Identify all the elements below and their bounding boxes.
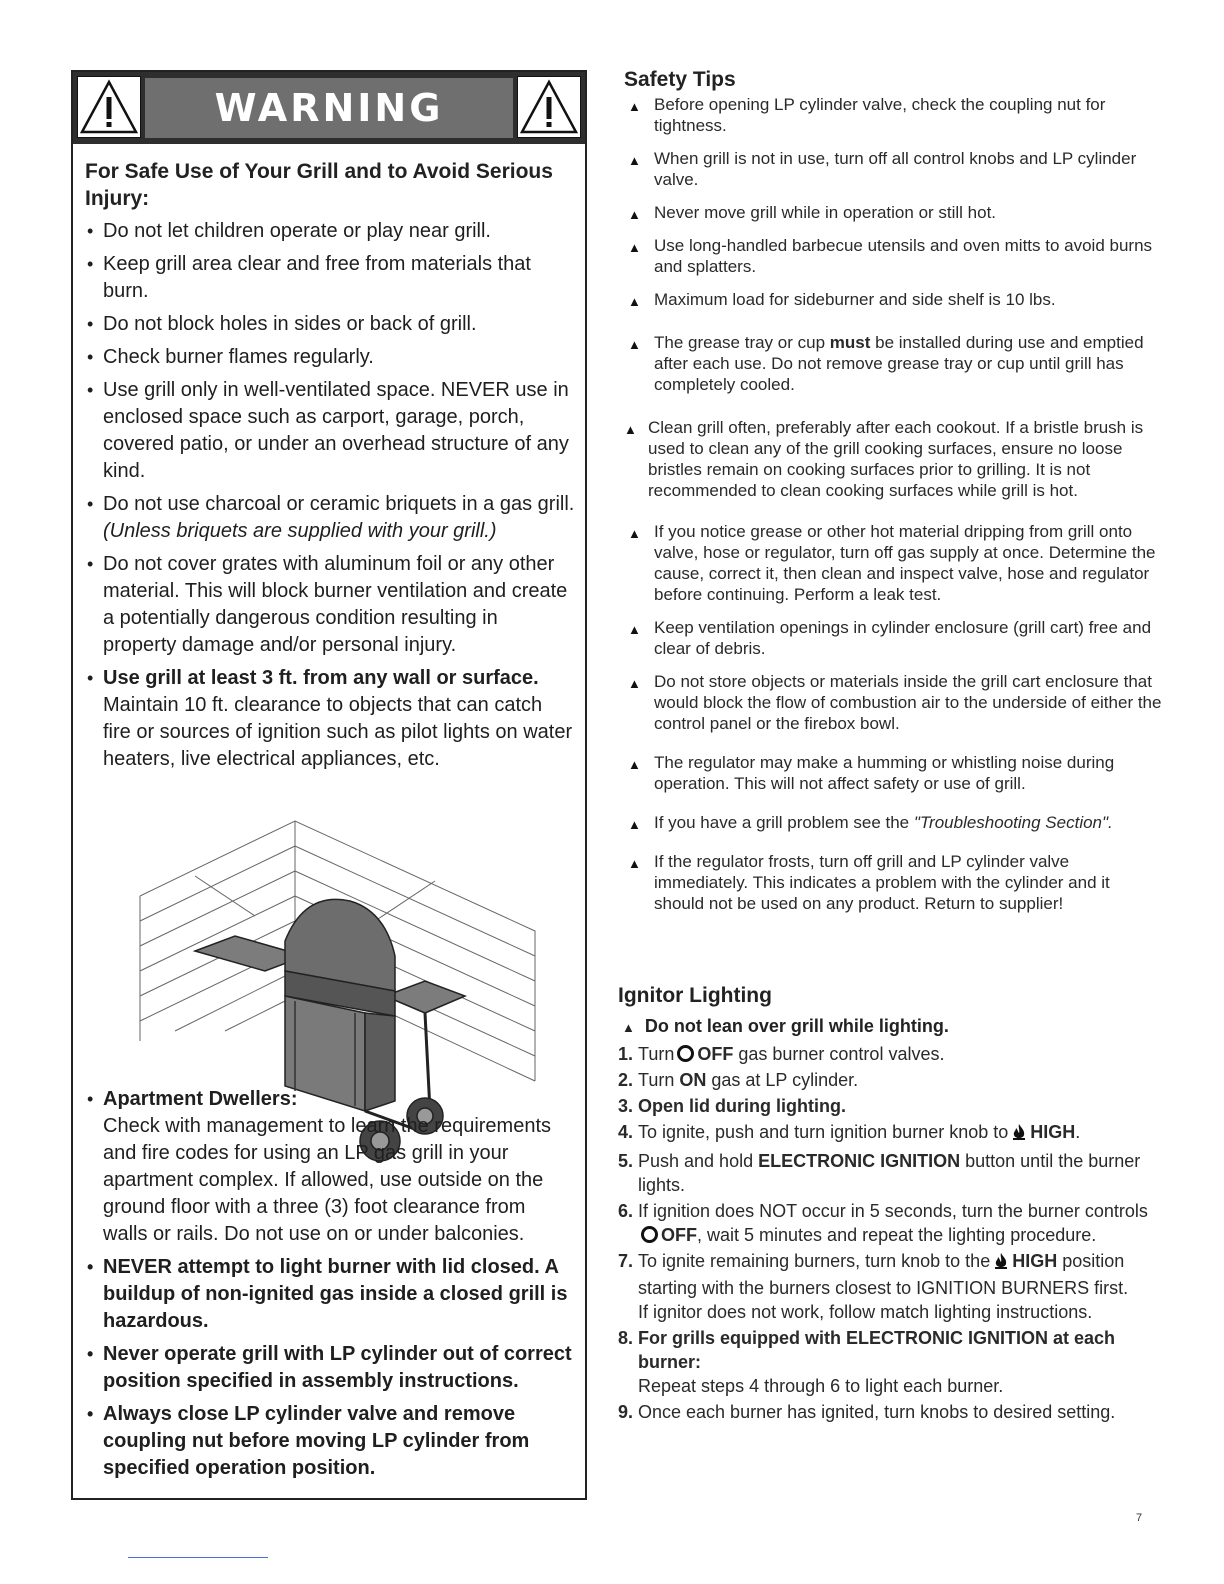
warning-content: [85, 158, 575, 1171]
list-item: 4. To ignite, push and turn ignition burner knob to HIGH.: [618, 1120, 1158, 1147]
list-item: • NEVER attempt to light burner with lid closed. A buildup of non-ignited gas inside a closed grill is hazardous.: [85, 1254, 575, 1335]
list-item: • Always close LP cylinder valve and remove coupling nut before moving LP cylinder from specified operation position.: [85, 1401, 575, 1482]
list-item: • Check burner flames regularly.: [85, 344, 575, 371]
ignitor-title: Ignitor Lighting: [618, 984, 772, 1007]
footer-rule: [128, 1557, 268, 1558]
step-number: 7.: [618, 1251, 634, 1271]
step-text: Push and hold: [638, 1151, 754, 1171]
tip-text: The regulator may make a humming or whistling noise during operation. This will not affect safety or use of grill.: [654, 753, 1115, 793]
step-keyword: ON: [679, 1070, 707, 1090]
step-number: 2.: [618, 1070, 634, 1090]
step-number: 4.: [618, 1122, 634, 1142]
list-item: [618, 1094, 1158, 1118]
triangle-bullet-icon: ▲: [628, 207, 641, 222]
safety-tips-title: Safety Tips: [624, 68, 736, 91]
list-item: • Do not let children operate or play near grill.: [85, 218, 575, 245]
warning-triangle-icon: [77, 76, 141, 138]
step-text: position starting with the burners closest to IGNITION BURNERS first.: [638, 1251, 1129, 1298]
warning-banner: [73, 72, 585, 144]
triangle-bullet-icon: ▲: [628, 153, 641, 168]
list-item: [624, 851, 1164, 914]
step-keyword: HIGH: [1012, 1251, 1058, 1271]
list-item: [624, 752, 1164, 794]
list-item: [624, 289, 1164, 310]
ignitor-lighting-section: [618, 982, 1158, 1426]
list-item: [618, 1400, 1158, 1424]
clearance-lead: • Use grill at least 3 ft. from any wall or surface.: [103, 667, 539, 689]
step-text: To ignite remaining burners, turn knob to the: [638, 1251, 991, 1271]
list-item: [624, 521, 1164, 605]
triangle-bullet-icon: ▲: [622, 1020, 635, 1035]
step-number: 8.: [618, 1328, 634, 1348]
triangle-bullet-icon: ▲: [628, 294, 641, 309]
charcoal-text: Do not use charcoal or ceramic briquets in a gas grill.: [103, 493, 575, 515]
triangle-bullet-icon: ▲: [628, 622, 641, 637]
off-circle-icon: [677, 1045, 694, 1062]
tip-text: The grease tray or cup: [654, 333, 826, 352]
warning-triangle-icon: [517, 76, 581, 138]
step-keyword: ELECTRONIC IGNITION: [758, 1151, 961, 1171]
list-item: [85, 1086, 575, 1248]
list-item: [624, 94, 1164, 136]
triangle-bullet-icon: ▲: [628, 99, 641, 114]
tip-text: Do not store objects or materials inside the grill cart enclosure that would block the flow of combustion air to the underside of either the control panel or the firebox bowl.: [654, 672, 1162, 733]
troubleshooting-reference: "Troubleshooting Section".: [913, 813, 1113, 832]
tip-text: If you notice grease or other hot material dripping from grill onto valve, hose or regulator, turn off gas supply at once. Determine the cause, correct it, then clean and inspect valve, hose and regulator before continuing. Perform a leak test.: [654, 522, 1156, 604]
step-text: , wait 5 minutes and repeat the lighting procedure.: [697, 1225, 1097, 1245]
step-number: 6.: [618, 1201, 634, 1221]
list-item: [624, 235, 1164, 277]
step-keyword: OFF: [661, 1225, 697, 1245]
tip-text: Before opening LP cylinder valve, check the coupling nut for tightness.: [654, 95, 1106, 135]
tip-emphasis: must: [829, 333, 871, 352]
triangle-bullet-icon: ▲: [628, 817, 641, 832]
step-number: 5.: [618, 1151, 634, 1171]
tip-text: Maximum load for sideburner and side shelf is 10 lbs.: [654, 290, 1056, 309]
triangle-bullet-icon: ▲: [628, 856, 641, 871]
warning-heading: For Safe Use of Your Grill and to Avoid Serious Injury:: [85, 160, 553, 210]
triangle-bullet-icon: ▲: [628, 337, 641, 352]
step-text: Open lid during lighting.: [638, 1096, 846, 1116]
tip-text: Keep ventilation openings in cylinder enclosure (grill cart) free and clear of debris.: [654, 618, 1152, 658]
step-number: 3.: [618, 1096, 634, 1116]
flame-high-icon: [994, 1252, 1008, 1276]
list-item: [624, 812, 1164, 833]
step-text: Turn: [638, 1044, 675, 1064]
tip-text: Use long-handled barbecue utensils and oven mitts to avoid burns and splatters.: [654, 236, 1153, 276]
list-item: [618, 1042, 1158, 1066]
list-item: [624, 671, 1164, 734]
list-item: • Never operate grill with LP cylinder out of correct position specified in assembly instructions.: [85, 1341, 575, 1395]
list-item: [624, 202, 1164, 223]
tip-text: If the regulator frosts, turn off grill and LP cylinder valve immediately. This indicates a problem with the cylinder and it should not be used on any product. Return to supplier!: [654, 852, 1110, 913]
step-text: If ignition does NOT occur in 5 seconds, turn the burner controls: [638, 1201, 1148, 1221]
step-keyword: OFF: [697, 1044, 734, 1064]
step-number: 9.: [618, 1402, 634, 1422]
triangle-bullet-icon: ▲: [628, 240, 641, 255]
apartment-lead: • Apartment Dwellers:: [103, 1088, 298, 1110]
apartment-text: Check with management to learn the requirements and fire codes for using an LP gas grill in your apartment complex. If allowed, use outside on the ground floor with a three (3) foot clearance from walls or rails. Do not use on or under balconies.: [103, 1115, 552, 1245]
step-keyword: HIGH: [1030, 1122, 1076, 1142]
tip-text: When grill is not in use, turn off all control knobs and LP cylinder valve.: [654, 149, 1137, 189]
step-text: To ignite, push and turn ignition burner knob to: [638, 1122, 1009, 1142]
list-item: [618, 1199, 1158, 1247]
triangle-bullet-icon: ▲: [628, 676, 641, 691]
list-item: • Do not cover grates with aluminum foil or any other material. This will block burner ventilation and create a potentially dangerous condition resulting in property damage and/or personal injury.: [85, 551, 575, 659]
tip-text: If you have a grill problem see the: [654, 813, 910, 832]
triangle-bullet-icon: ▲: [628, 526, 641, 541]
list-item: • Use grill only in well-ventilated space. NEVER use in enclosed space such as carport, garage, porch, covered patio, or under an overhead structure of any kind.: [85, 377, 575, 485]
tip-text: Clean grill often, preferably after each cookout. If a bristle brush is used to clean any of the grill cooking surfaces, ensure no loose bristles remain on cooking surfaces prior to grilling. It is not recommended to clean cooking surfaces while grill is hot.: [648, 418, 1144, 500]
safety-tips-section: [624, 66, 1164, 926]
list-item: • Keep grill area clear and free from materials that burn.: [85, 251, 575, 305]
list-item: [624, 417, 1164, 501]
triangle-bullet-icon: ▲: [628, 757, 641, 772]
step-text: button until the burner lights.: [638, 1151, 1141, 1195]
list-item: [618, 1249, 1158, 1324]
warning-list: [85, 218, 575, 773]
triangle-bullet-icon: ▲: [624, 422, 637, 437]
ignitor-steps: [618, 1042, 1158, 1424]
safety-tips-list: [624, 94, 1164, 914]
step-text: If ignitor does not work, follow match lighting instructions.: [638, 1302, 1093, 1322]
step-keyword: For grills equipped with ELECTRONIC IGNITION at each burner:: [638, 1328, 1116, 1372]
list-item: [85, 665, 575, 773]
list-item: [85, 491, 575, 545]
ignitor-warning: [618, 1014, 1158, 1040]
step-text: Once each burner has ignited, turn knobs to desired setting.: [638, 1402, 1116, 1422]
step-number: 1.: [618, 1044, 634, 1064]
tip-text: be installed during use and emptied after each use. Do not remove grease tray or cup until grill has completely cooled.: [654, 333, 1144, 394]
warning-box: [71, 70, 587, 1500]
step-text: gas burner control valves.: [738, 1044, 945, 1064]
list-item: [618, 1068, 1158, 1092]
clearance-text: Maintain 10 ft. clearance to objects that can catch fire or sources of ignition such as pilot lights on water heaters, live electrical appliances, etc.: [103, 694, 573, 770]
list-item: [624, 617, 1164, 659]
flame-high-icon: [1012, 1123, 1026, 1147]
warning-lower-list: [85, 1086, 575, 1488]
list-item: [618, 1149, 1158, 1197]
step-text: Turn: [638, 1070, 675, 1090]
step-text: gas at LP cylinder.: [711, 1070, 859, 1090]
tip-text: Never move grill while in operation or still hot.: [654, 203, 997, 222]
step-text: Repeat steps 4 through 6 to light each burner.: [638, 1376, 1004, 1396]
list-item: [618, 1326, 1158, 1398]
list-item: • Do not block holes in sides or back of grill.: [85, 311, 575, 338]
ignitor-warning-text: Do not lean over grill while lighting.: [644, 1016, 949, 1036]
page-number: 7: [1136, 1512, 1143, 1524]
list-item: [624, 148, 1164, 190]
charcoal-note: (Unless briquets are supplied with your grill.): [103, 520, 497, 542]
list-item: [624, 332, 1164, 395]
warning-title: WARNING: [145, 78, 513, 138]
off-circle-icon: [641, 1226, 658, 1243]
